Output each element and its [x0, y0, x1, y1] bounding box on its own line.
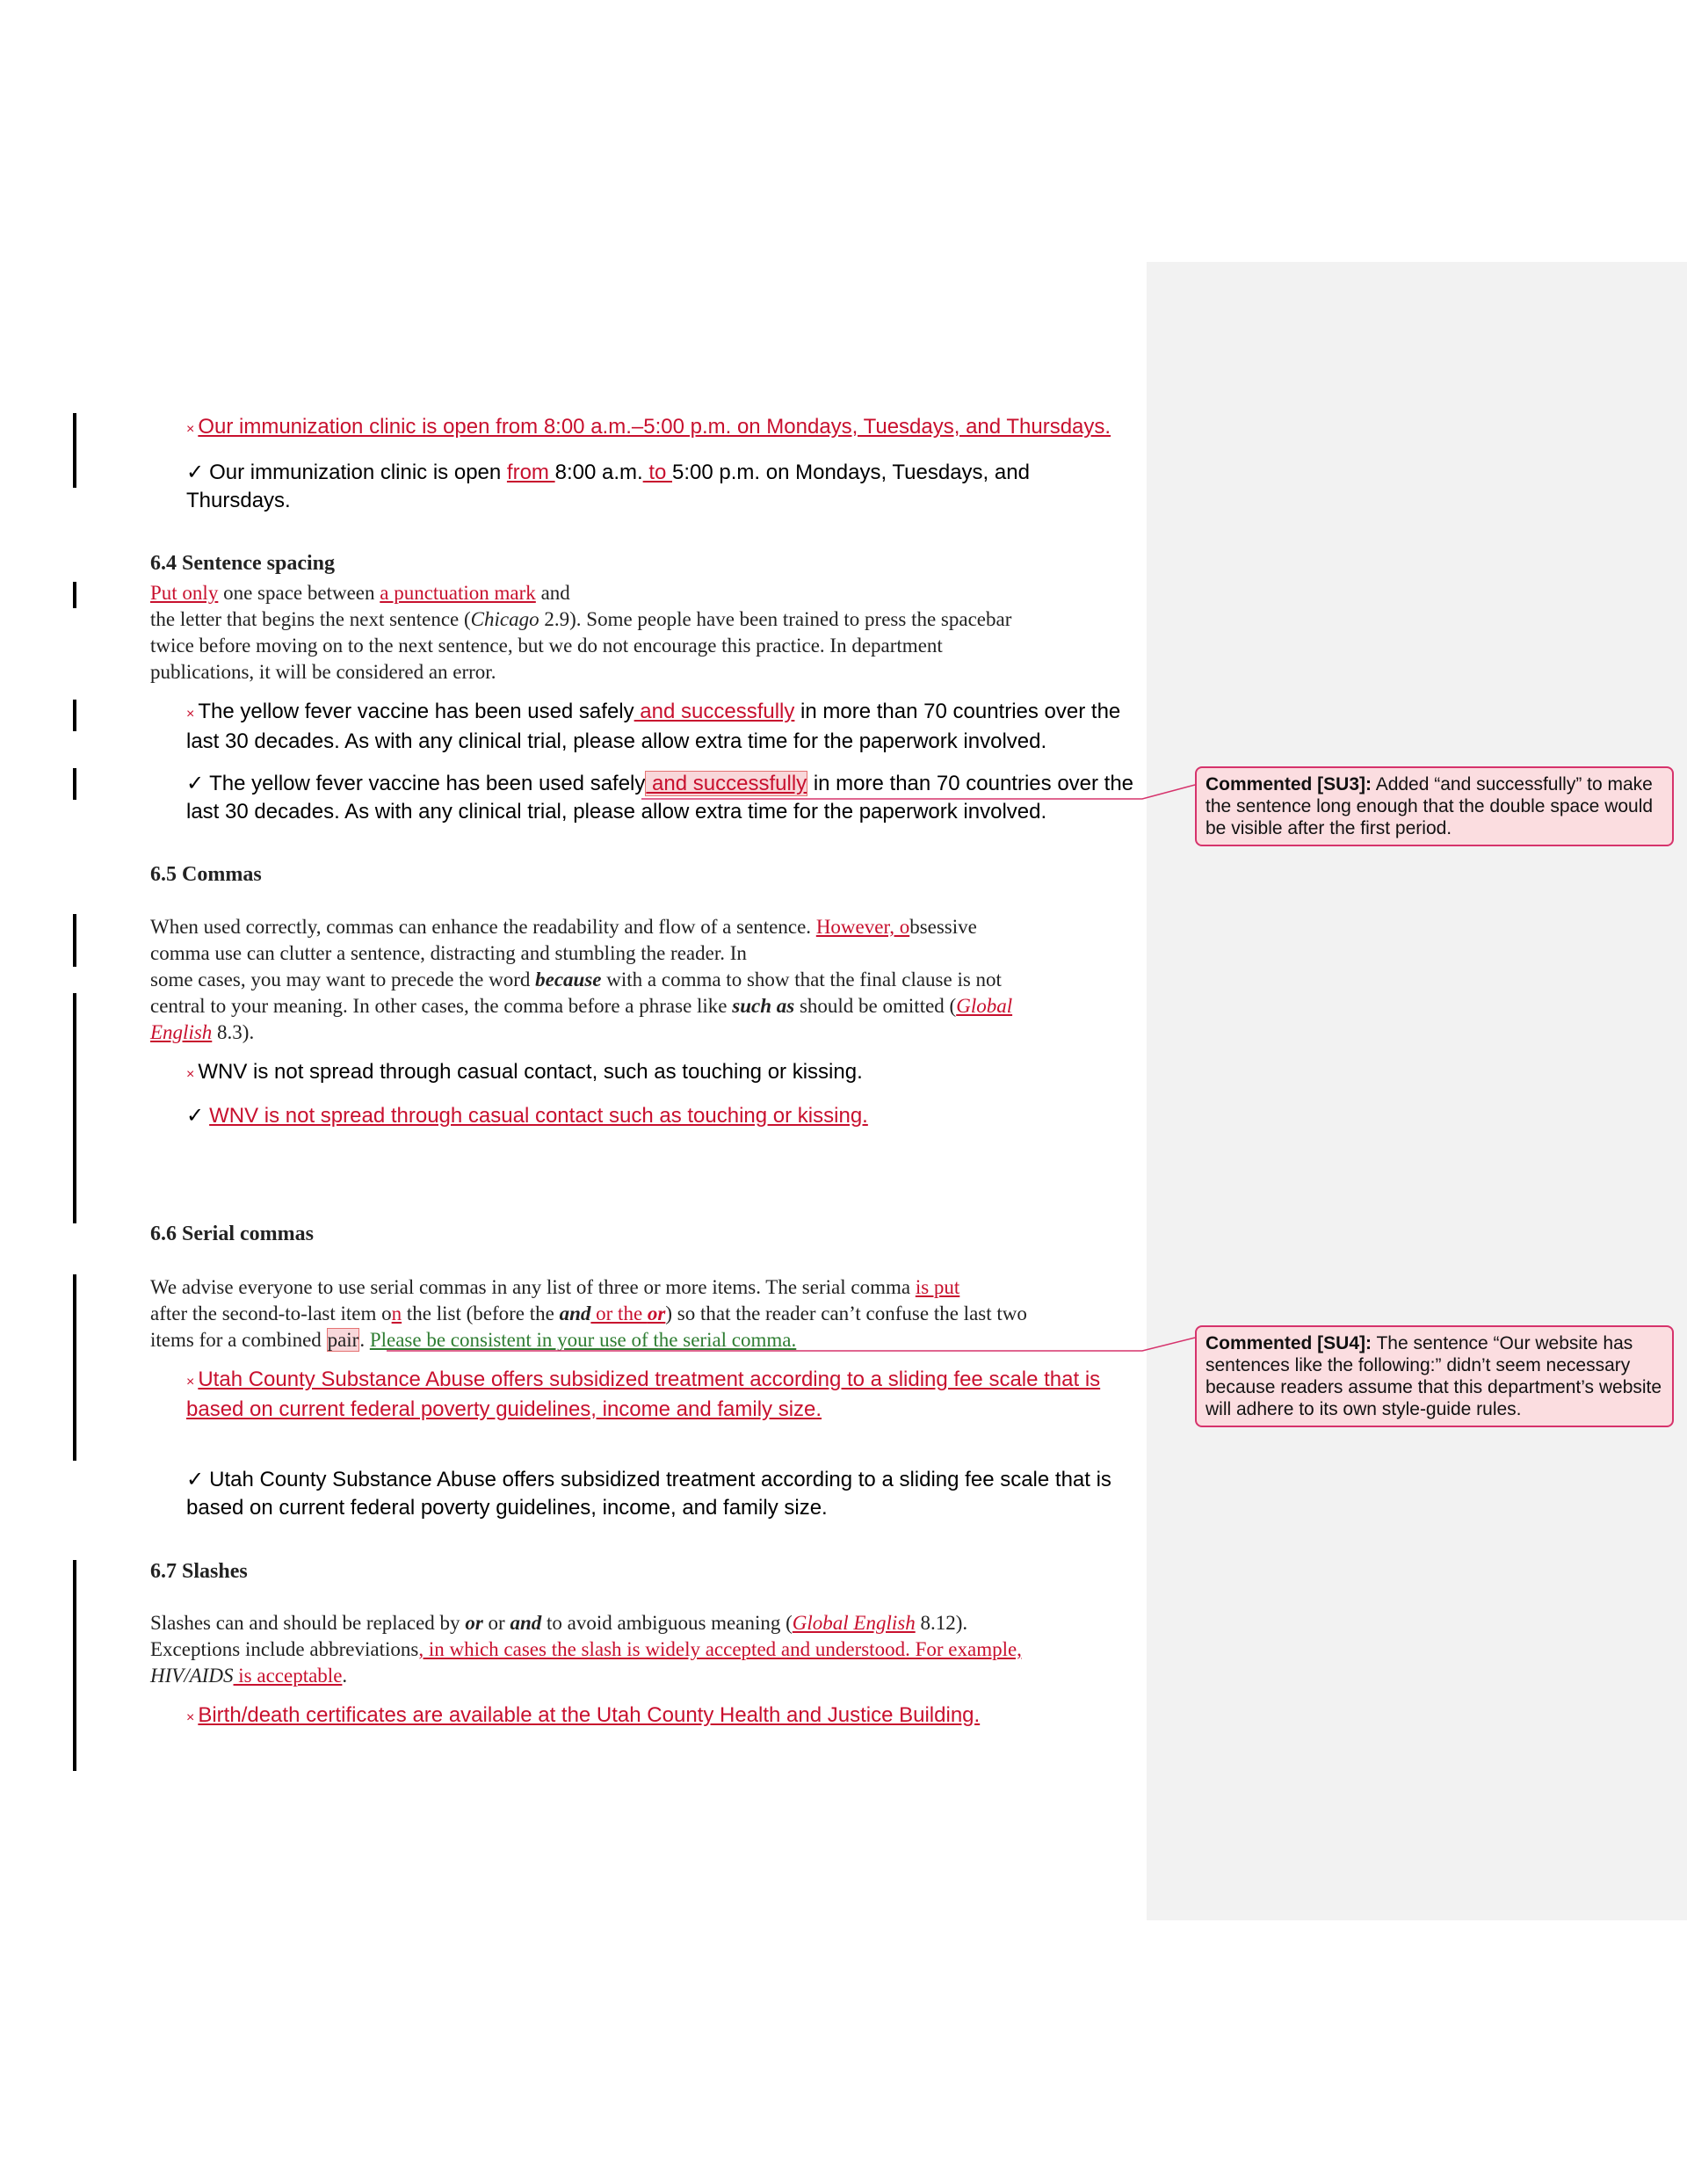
checkmark-icon: ✓	[186, 461, 205, 484]
change-bar	[73, 768, 76, 800]
comment-text: The sentence “Our website has sentences like the following:” didn’t seem necessary because readers assume that this department’s website will adhere to its own style-guide rules.	[1206, 1333, 1662, 1419]
wrong-example: × WNV is not spread through casual contact, such as touching or kissing.	[186, 1058, 863, 1089]
wrong-example-line2: based on current federal poverty guidelines, income and family size.	[186, 1397, 822, 1421]
comment-text: Added “and successfully” to make the sentence long enough that the double space would be visible after the first period.	[1206, 774, 1654, 838]
right-example: ✓ Utah County Substance Abuse offers subsidized treatment according to a sliding fee scale that is	[186, 1468, 1111, 1491]
section-heading: 6.6 Serial commas	[150, 1223, 314, 1245]
x-mark-icon: ×	[186, 707, 195, 722]
comment-balloon[interactable]	[1195, 1325, 1674, 1427]
comment-tag: Commented [SU4]:	[1206, 1333, 1372, 1353]
change-bar	[73, 1274, 76, 1461]
right-example: ✓ Our immunization clinic is open from 8:00 a.m. to 5:00 p.m. on Mondays, Tuesdays, and	[186, 461, 1030, 484]
change-bar	[73, 582, 76, 608]
change-bar	[73, 700, 76, 731]
body-paragraph: Put only one space between a punctuation mark and the letter that begins the next sentence (Chicago 2.9). Some people have been trained to press the spacebar twice before moving on to the next sentence, but we do not encourage this practice. In department publications, it will be considered an error.	[150, 582, 1012, 683]
comment-tag: Commented [SU3]:	[1206, 774, 1372, 795]
wrong-example: × Birth/death certificates are available at the Utah County Health and Justice Building.	[186, 1701, 980, 1732]
x-mark-icon: ×	[186, 1710, 195, 1725]
right-example: ✓ The yellow fever vaccine has been used safely and successfully in more than 70 countries over the	[186, 772, 1134, 795]
right-example-line2: last 30 decades. As with any clinical trial, please allow extra time for the paperwork involved.	[186, 800, 1047, 824]
body-paragraph: We advise everyone to use serial commas in any list of three or more items. The serial comma is put after the second-to-last item on the list (before the and or the or) so that the reader can’t confuse the last two items for a combined pair. Please be consistent in your use of the serial comma.	[150, 1276, 1027, 1351]
body-paragraph: When used correctly, commas can enhance the readability and flow of a sentence. However, obsessive comma use can clutter a sentence, distracting and stumbling the reader. In some cases, you may want to precede the word because with a comma to show that the final clause is not central to your meaning. In other cases, the comma before a phrase like such as should be omitted (Global English 8.3).	[150, 916, 1013, 1043]
wrong-example: × Utah County Substance Abuse offers subsidized treatment according to a sliding fee scale that is	[186, 1366, 1100, 1397]
change-bar	[73, 1560, 76, 1771]
x-mark-icon: ×	[186, 1375, 195, 1389]
right-example: ✓ WNV is not spread through casual contact such as touching or kissing.	[186, 1104, 868, 1128]
checkmark-icon: ✓	[186, 772, 205, 795]
commented-text[interactable]: pair	[327, 1329, 359, 1351]
x-mark-icon: ×	[186, 422, 195, 437]
section-heading: 6.4 Sentence spacing	[150, 552, 335, 575]
right-example-line2: based on current federal poverty guidelines, income, and family size.	[186, 1496, 828, 1520]
section-heading: 6.5 Commas	[150, 863, 262, 886]
body-paragraph: Slashes can and should be replaced by or or and to avoid ambiguous meaning (Global English 8.12). Exceptions include abbreviations, in which cases the slash is widely accepted and understood. For example, HIV/AIDS is acceptable.	[150, 1612, 1022, 1687]
right-example-line2: Thursdays.	[186, 489, 291, 512]
change-bar	[73, 914, 76, 967]
checkmark-icon: ✓	[186, 1468, 205, 1491]
commented-text[interactable]: and successfully	[646, 772, 807, 795]
change-bar	[73, 993, 76, 1223]
checkmark-icon: ✓	[186, 1104, 205, 1128]
section-heading: 6.7 Slashes	[150, 1560, 248, 1583]
comment-balloon[interactable]	[1195, 766, 1674, 846]
change-bar	[73, 413, 76, 488]
wrong-example: × Our immunization clinic is open from 8:00 a.m.–5:00 p.m. on Mondays, Tuesdays, and Thursdays.	[186, 413, 1111, 444]
wrong-example: × The yellow fever vaccine has been used safely and successfully in more than 70 countries over the	[186, 698, 1120, 729]
x-mark-icon: ×	[186, 1067, 195, 1082]
wrong-example-line2: last 30 decades. As with any clinical trial, please allow extra time for the paperwork involved.	[186, 729, 1047, 753]
comment-pane	[1147, 262, 1687, 1920]
